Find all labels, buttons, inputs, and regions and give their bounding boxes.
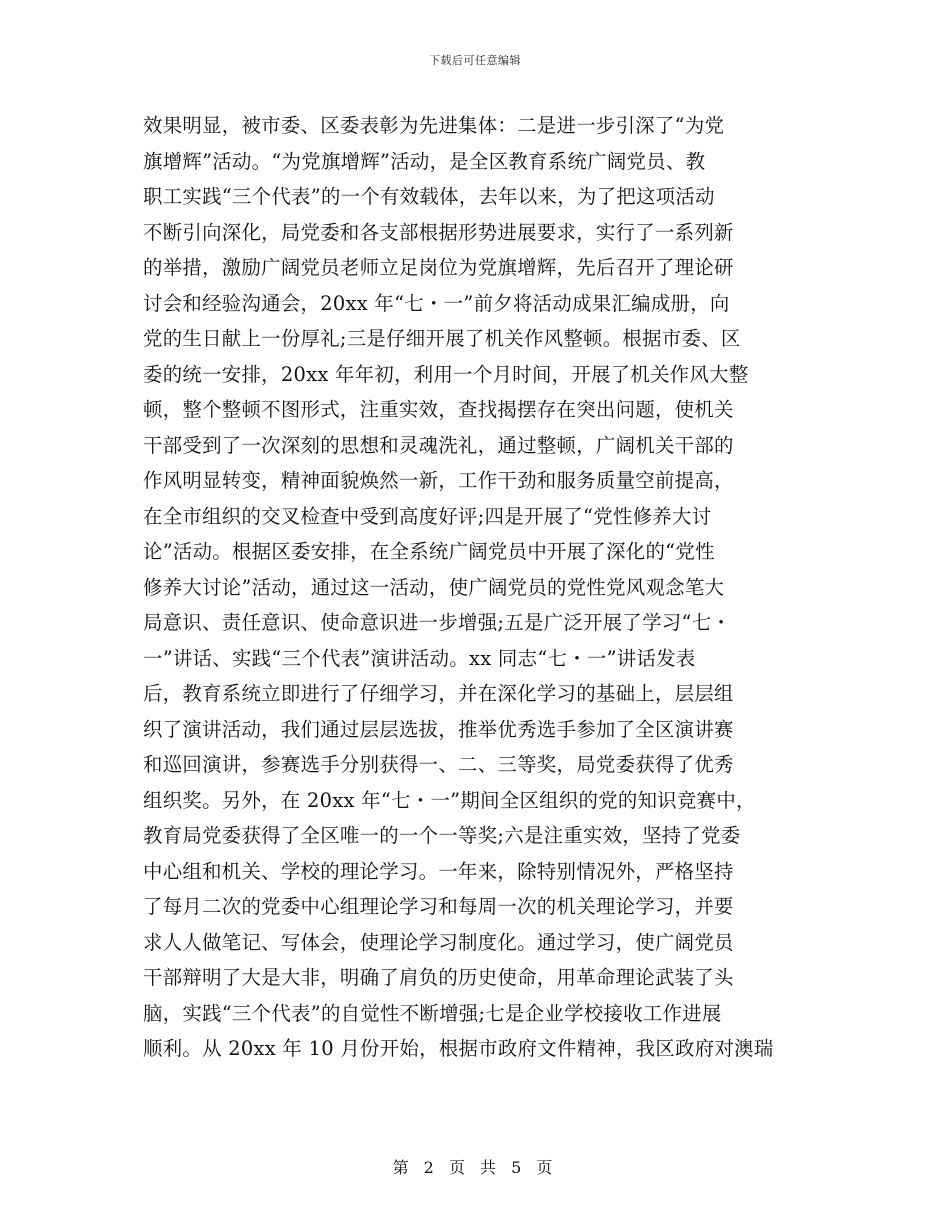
document-body — [143, 108, 813, 1067]
body-line: 和巡回演讲，参赛选手分别获得一、二、三等奖，局党委获得了优秀 — [143, 753, 734, 776]
body-line: 一”讲话、实践“三个代表”演讲活动。xx 同志“七・一”讲话发表 — [143, 646, 696, 670]
body-line: 求人人做笔记、写体会，使理论学习制度化。通过学习，使广阔党员 — [143, 930, 734, 954]
body-line: 组织奖。另外，在 20xx 年“七・一”期间全区组织的党的知识竞赛中， — [143, 788, 756, 812]
body-line: 顺利。从 20xx 年 10 月份开始，根据市政府文件精神，我区政府对澳瑞 — [143, 1037, 774, 1060]
body-line: 旗增辉”活动。“为党旗增辉”活动，是全区教育系统广阔党员、教 — [143, 149, 706, 173]
body-line: 效果明显，被市委、区委表彰为先进集体：二是进一步引深了“为党 — [143, 114, 725, 137]
body-line: 局意识、责任意识、使命意识进一步增强;五是广泛开展了学习“七・ — [143, 611, 732, 634]
body-line: 干部辩明了大是大非，明确了肩负的历史使命，用革命理论武装了头 — [143, 966, 734, 989]
body-line: 在全市组织的交叉检查中受到高度好评;四是开展了“党性修养大讨 — [143, 504, 712, 528]
body-line: 顿，整个整顿不图形式，注重实效，查找揭摆存在突出问题，使机关 — [143, 398, 734, 421]
page-number: 第 2 页 共 5 页 — [392, 1158, 558, 1177]
body-line: 的举措，激励广阔党员老师立足岗位为党旗增辉，先后召开了理论研 — [143, 256, 734, 279]
body-line: 织了演讲活动，我们通过层层选拔，推举优秀选手参加了全区演讲赛 — [143, 717, 734, 741]
body-line: 教育局党委获得了全区唯一的一个一等奖;六是注重实效，坚持了党委 — [143, 824, 741, 847]
body-line: 不断引向深化，局党委和各支部根据形势进展要求，实行了一系列新 — [143, 220, 734, 244]
body-line: 党的生日献上一份厚礼;三是仔细开展了机关作风整顿。根据市委、区 — [143, 327, 741, 350]
body-line: 职工实践“三个代表”的一个有效载体，去年以来，为了把这项活动 — [143, 185, 715, 208]
body-line: 修养大讨论”活动，通过这一活动，使广阔党员的党性党风观念笔大 — [143, 575, 725, 599]
body-line: 讨会和经验沟通会，20xx 年“七・一”前夕将活动成果汇编成册，向 — [143, 291, 730, 315]
body-line: 了每月二次的党委中心组理论学习和每周一次的机关理论学习，并要 — [143, 895, 734, 918]
body-line: 脑，实践“三个代表”的自觉性不断增强;七是企业学校接收工作进展 — [143, 1001, 722, 1025]
body-line: 委的统一安排，20xx 年年初，利用一个月时间，开展了机关作风大整 — [143, 362, 749, 386]
page-header-note: 下载后可任意编辑 — [429, 54, 521, 67]
body-line: 干部受到了一次深刻的思想和灵魂洗礼，通过整顿，广阔机关干部的 — [143, 433, 734, 457]
body-line: 后，教育系统立即进行了仔细学习，并在深化学习的基础上，层层组 — [143, 682, 734, 705]
body-line: 作风明显转变，精神面貌焕然一新，工作干劲和服务质量空前提高， — [143, 469, 734, 492]
body-line: 中心组和机关、学校的理论学习。一年来，除特别情况外，严格坚持 — [143, 859, 734, 883]
body-line: 论”活动。根据区委安排，在全系统广阔党员中开展了深化的“党性 — [143, 540, 715, 563]
